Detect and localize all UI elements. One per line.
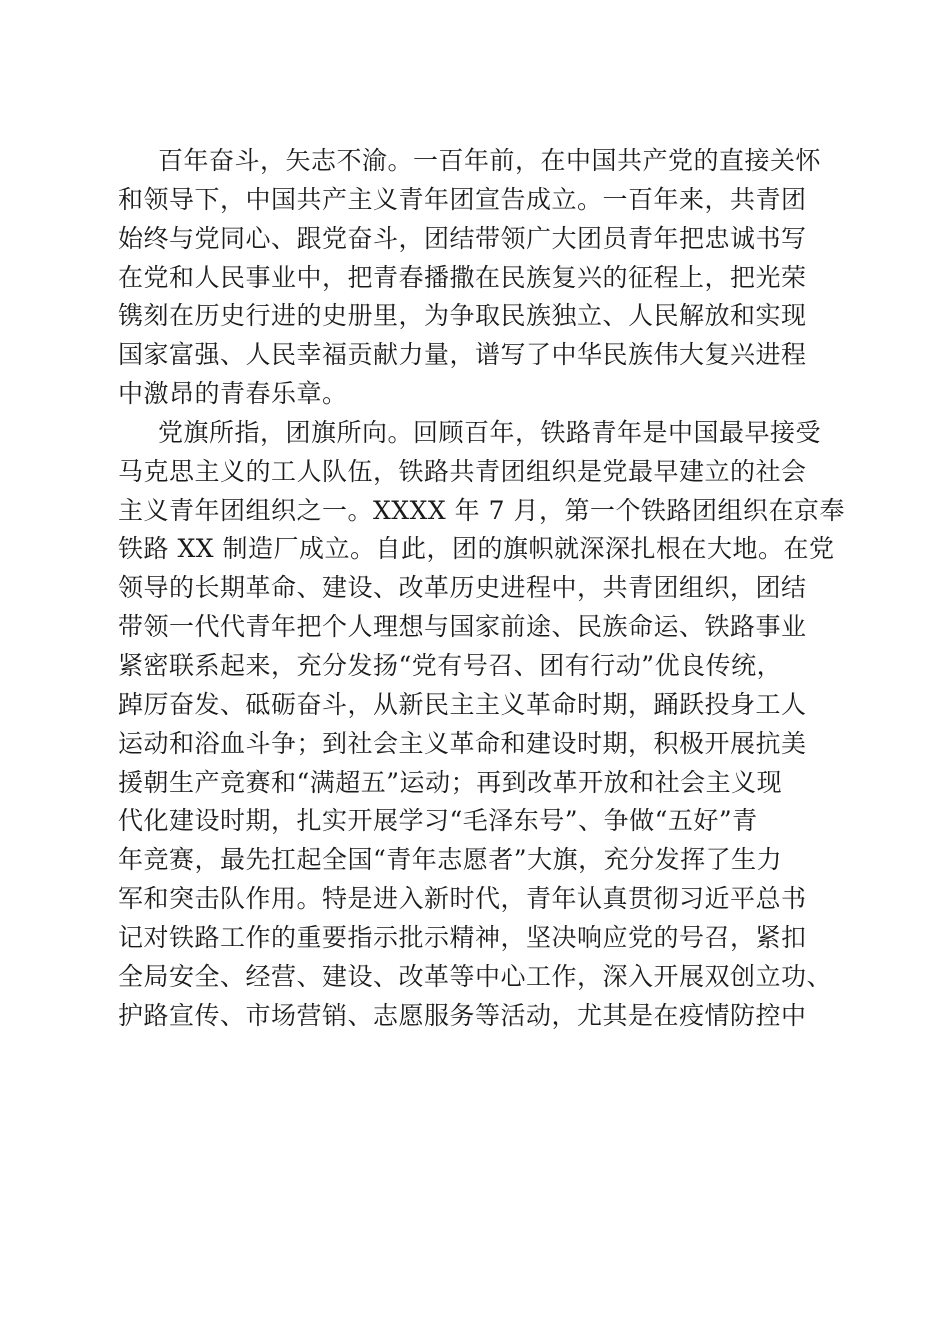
document-body <box>118 142 845 1035</box>
text-line: 代化建设时期，扎实开展学习“毛泽东号”、争做“五好”青 <box>118 806 758 836</box>
text-line: 运动和浴血斗争；到社会主义革命和建设时期，积极开展抗美 <box>118 728 807 758</box>
text-line: 记对铁路工作的重要指示批示精神，坚决响应党的号召，紧扣 <box>118 922 807 952</box>
text-line: 在党和人民事业中，把青春播撒在民族复兴的征程上，把光荣 <box>118 262 807 292</box>
text-line: 百年奋斗，矢志不渝。一百年前，在中国共产党的直接关怀 <box>158 146 822 175</box>
text-line: 始终与党同心、跟党奋斗，团结带领广大团员青年把忠诚书写 <box>118 223 807 253</box>
text-line: 护路宣传、市场营销、志愿服务等活动，尤其是在疫情防控中 <box>118 1000 807 1030</box>
text-line: 镌刻在历史行进的史册里，为争取民族独立、人民解放和实现 <box>118 301 807 331</box>
text-line: 领导的长期革命、建设、改革历史进程中，共青团组织，团结 <box>118 573 807 603</box>
text-line: 党旗所指，团旗所向。回顾百年，铁路青年是中国最早接受 <box>158 417 822 447</box>
text-line: 援朝生产竞赛和“满超五”运动；再到改革开放和社会主义现 <box>118 767 783 797</box>
paragraph-2 <box>118 414 845 1036</box>
text-line: 国家富强、人民幸福贡献力量，谱写了中华民族伟大复兴进程 <box>118 340 807 370</box>
text-line: 带领一代代青年把个人理想与国家前途、民族命运、铁路事业 <box>118 612 807 642</box>
text-line: 紧密联系起来，充分发扬“党有号召、团有行动”优良传统， <box>118 650 783 680</box>
text-line: 主义青年团组织之一。XXXX 年 7 月，第一个铁路团组织在京奉 <box>118 495 845 525</box>
text-line: 踔厉奋发、砥砺奋斗，从新民主主义革命时期，踊跃投身工人 <box>118 689 807 719</box>
text-line: 军和突击队作用。特是进入新时代，青年认真贯彻习近平总书 <box>118 884 807 914</box>
text-line: 全局安全、经营、建设、改革等中心工作，深入开展双创立功、 <box>118 961 833 991</box>
text-line: 铁路 XX 制造厂成立。自此，团的旗帜就深深扎根在大地。在党 <box>118 534 835 564</box>
text-line: 和领导下，中国共产主义青年团宣告成立。一百年来，共青团 <box>118 184 807 214</box>
text-line: 中激昂的青春乐章。 <box>118 379 348 409</box>
text-line: 马克思主义的工人队伍，铁路共青团组织是党最早建立的社会 <box>118 456 807 486</box>
paragraph-1 <box>118 142 838 414</box>
text-line: 年竞赛，最先扛起全国“青年志愿者”大旗，充分发挥了生力 <box>118 845 783 875</box>
